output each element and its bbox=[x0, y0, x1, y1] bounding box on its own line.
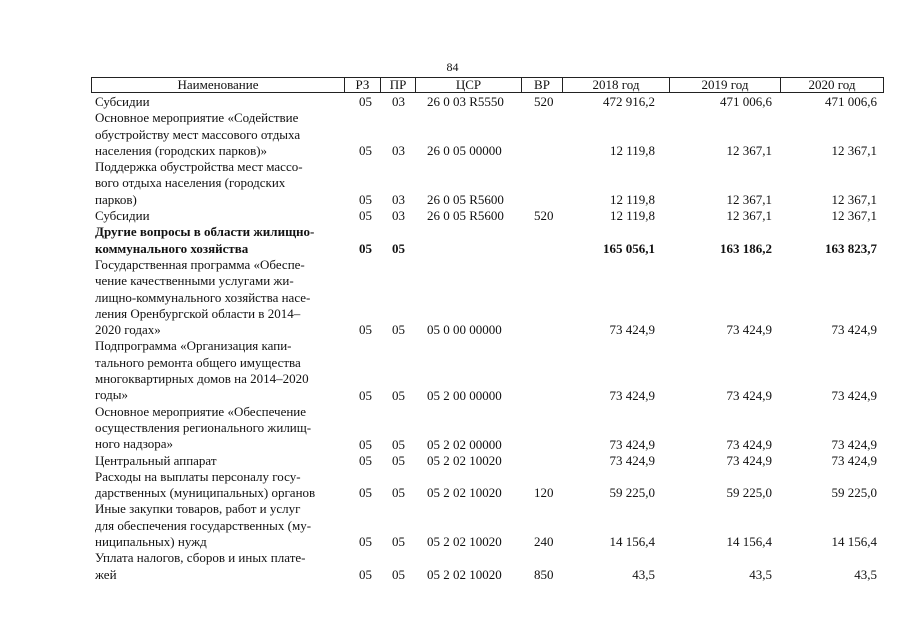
row-2018: 59 225,0 bbox=[609, 485, 655, 501]
row-rz: 05 bbox=[359, 94, 372, 110]
row-2020: 59 225,0 bbox=[831, 485, 877, 501]
table-row bbox=[0, 338, 905, 403]
row-2018: 73 424,9 bbox=[609, 436, 655, 452]
row-vr: 850 bbox=[534, 566, 554, 582]
row-2018: 73 424,9 bbox=[609, 387, 655, 403]
row-2018: 12 119,8 bbox=[609, 192, 655, 208]
row-name bbox=[95, 224, 345, 257]
row-pr: 03 bbox=[392, 94, 405, 110]
row-2020: 163 823,7 bbox=[825, 240, 877, 256]
row-rz: 05 bbox=[359, 208, 372, 224]
row-name-line: тального ремонта общего имущества bbox=[95, 354, 301, 370]
row-name bbox=[95, 257, 345, 338]
header-2019: 2019 год bbox=[670, 78, 781, 92]
row-2019: 73 424,9 bbox=[726, 322, 772, 338]
table-row bbox=[0, 501, 905, 550]
row-pr: 03 bbox=[392, 208, 405, 224]
row-pr: 05 bbox=[392, 534, 405, 550]
row-name-line: осуществления регионального жилищ- bbox=[95, 419, 312, 435]
row-rz: 05 bbox=[359, 452, 372, 468]
row-name-line: Подпрограмма «Организация капи- bbox=[95, 338, 292, 354]
row-2020: 73 424,9 bbox=[831, 452, 877, 468]
row-csr: 26 0 05 00000 bbox=[427, 143, 502, 159]
row-2020: 73 424,9 bbox=[831, 322, 877, 338]
row-name bbox=[95, 550, 345, 583]
row-name-line: Основное мероприятие «Содействие bbox=[95, 110, 299, 126]
table-row bbox=[0, 208, 905, 224]
row-pr: 05 bbox=[392, 387, 405, 403]
row-csr: 26 0 03 R5550 bbox=[427, 94, 504, 110]
row-name bbox=[95, 469, 345, 502]
row-name bbox=[95, 94, 345, 110]
row-2018: 472 916,2 bbox=[603, 94, 655, 110]
row-2020: 73 424,9 bbox=[831, 387, 877, 403]
row-name bbox=[95, 453, 345, 469]
table-row bbox=[0, 257, 905, 338]
row-2020: 12 367,1 bbox=[831, 208, 877, 224]
row-csr: 05 2 02 10020 bbox=[427, 452, 502, 468]
row-name bbox=[95, 404, 345, 453]
row-rz: 05 bbox=[359, 436, 372, 452]
row-vr: 520 bbox=[534, 94, 554, 110]
row-csr: 05 2 00 00000 bbox=[427, 387, 502, 403]
row-vr: 240 bbox=[534, 534, 554, 550]
table-row bbox=[0, 94, 905, 110]
row-name-line: Государственная программа «Обеспе- bbox=[95, 256, 305, 272]
row-2018: 73 424,9 bbox=[609, 322, 655, 338]
row-name bbox=[95, 159, 345, 208]
row-2019: 12 367,1 bbox=[726, 192, 772, 208]
row-pr: 03 bbox=[392, 143, 405, 159]
row-name-line: населения (городских парков)» bbox=[95, 142, 268, 158]
row-rz: 05 bbox=[359, 387, 372, 403]
row-pr: 05 bbox=[392, 452, 405, 468]
row-pr: 05 bbox=[392, 485, 405, 501]
row-csr: 05 2 02 10020 bbox=[427, 485, 502, 501]
row-2020: 14 156,4 bbox=[831, 534, 877, 550]
row-rz: 05 bbox=[359, 240, 372, 256]
row-pr: 03 bbox=[392, 192, 405, 208]
row-vr: 520 bbox=[534, 208, 554, 224]
header-vr: ВР bbox=[522, 78, 563, 92]
row-pr: 05 bbox=[392, 566, 405, 582]
row-2019: 73 424,9 bbox=[726, 436, 772, 452]
row-name-line: для обеспечения государственных (му- bbox=[95, 517, 312, 533]
row-vr: 120 bbox=[534, 485, 554, 501]
row-csr: 05 2 02 00000 bbox=[427, 436, 502, 452]
header-pr: ПР bbox=[381, 78, 416, 92]
table-row bbox=[0, 550, 905, 583]
row-2020: 471 006,6 bbox=[825, 94, 877, 110]
row-name bbox=[95, 501, 345, 550]
header-csr: ЦСР bbox=[416, 78, 522, 92]
row-name bbox=[95, 208, 345, 224]
table-body bbox=[0, 94, 905, 583]
row-2019: 43,5 bbox=[749, 566, 772, 582]
row-name bbox=[95, 110, 345, 159]
row-name-line: жей bbox=[95, 566, 117, 582]
row-csr: 05 0 00 00000 bbox=[427, 322, 502, 338]
header-name: Наименование bbox=[92, 78, 345, 92]
row-name-line: Уплата налогов, сборов и иных плате- bbox=[95, 550, 306, 566]
row-pr: 05 bbox=[392, 240, 405, 256]
row-2019: 14 156,4 bbox=[726, 534, 772, 550]
row-name bbox=[95, 338, 345, 403]
table-row bbox=[0, 404, 905, 453]
row-csr: 05 2 02 10020 bbox=[427, 566, 502, 582]
row-pr: 05 bbox=[392, 322, 405, 338]
header-2018: 2018 год bbox=[563, 78, 670, 92]
row-2018: 12 119,8 bbox=[609, 208, 655, 224]
row-2020: 73 424,9 bbox=[831, 436, 877, 452]
row-name-line: ного надзора» bbox=[95, 436, 174, 452]
table-header bbox=[91, 77, 884, 93]
row-2019: 12 367,1 bbox=[726, 208, 772, 224]
row-rz: 05 bbox=[359, 322, 372, 338]
row-rz: 05 bbox=[359, 192, 372, 208]
row-name-line: дарственных (муниципальных) органов bbox=[95, 485, 316, 501]
row-name-line: Центральный аппарат bbox=[95, 452, 217, 468]
row-2019: 471 006,6 bbox=[720, 94, 772, 110]
row-2019: 12 367,1 bbox=[726, 143, 772, 159]
table-row bbox=[0, 159, 905, 208]
row-2020: 12 367,1 bbox=[831, 143, 877, 159]
row-2019: 73 424,9 bbox=[726, 387, 772, 403]
row-2019: 59 225,0 bbox=[726, 485, 772, 501]
row-rz: 05 bbox=[359, 566, 372, 582]
row-rz: 05 bbox=[359, 143, 372, 159]
row-name-line: вого отдыха населения (городских bbox=[95, 175, 286, 191]
row-name-line: 2020 годах» bbox=[95, 322, 161, 338]
row-csr: 26 0 05 R5600 bbox=[427, 208, 504, 224]
row-2019: 73 424,9 bbox=[726, 452, 772, 468]
row-name-line: Основное мероприятие «Обеспечение bbox=[95, 403, 307, 419]
row-2018: 165 056,1 bbox=[603, 240, 655, 256]
row-name-line: коммунального хозяйства bbox=[95, 240, 249, 256]
table-row bbox=[0, 469, 905, 502]
row-rz: 05 bbox=[359, 485, 372, 501]
row-2018: 43,5 bbox=[632, 566, 655, 582]
row-name-line: обустройству мест массового отдыха bbox=[95, 126, 301, 142]
row-2018: 14 156,4 bbox=[609, 534, 655, 550]
row-rz: 05 bbox=[359, 534, 372, 550]
row-csr: 05 2 02 10020 bbox=[427, 534, 502, 550]
row-pr: 05 bbox=[392, 436, 405, 452]
row-name-line: Другие вопросы в области жилищно- bbox=[95, 224, 315, 240]
row-csr: 26 0 05 R5600 bbox=[427, 192, 504, 208]
row-name-line: многоквартирных домов на 2014–2020 bbox=[95, 371, 309, 387]
row-name-line: Субсидии bbox=[95, 94, 150, 109]
header-rz: РЗ bbox=[345, 78, 381, 92]
row-name-line: парков) bbox=[95, 191, 137, 207]
row-2020: 12 367,1 bbox=[831, 192, 877, 208]
table-row bbox=[0, 224, 905, 257]
row-name-line: ления Оренбургской области в 2014– bbox=[95, 305, 301, 321]
row-name-line: Субсидии bbox=[95, 208, 150, 224]
header-2020: 2020 год bbox=[808, 77, 856, 92]
row-name-line: чение качественными услугами жи- bbox=[95, 273, 294, 289]
row-2019: 163 186,2 bbox=[720, 240, 772, 256]
row-2018: 12 119,8 bbox=[609, 143, 655, 159]
row-name-line: Иные закупки товаров, работ и услуг bbox=[95, 501, 301, 517]
row-name-line: Расходы на выплаты персоналу госу- bbox=[95, 468, 301, 484]
row-2018: 73 424,9 bbox=[609, 452, 655, 468]
page-number: 84 bbox=[446, 60, 459, 74]
table-row bbox=[0, 110, 905, 159]
row-name-line: годы» bbox=[95, 387, 128, 403]
row-2020: 43,5 bbox=[854, 566, 877, 582]
row-name-line: Поддержка обустройства мест массо- bbox=[95, 159, 303, 175]
row-name-line: лищно-коммунального хозяйства насе- bbox=[95, 289, 311, 305]
table-row bbox=[0, 453, 905, 469]
row-name-line: ниципальных) нужд bbox=[95, 534, 207, 550]
